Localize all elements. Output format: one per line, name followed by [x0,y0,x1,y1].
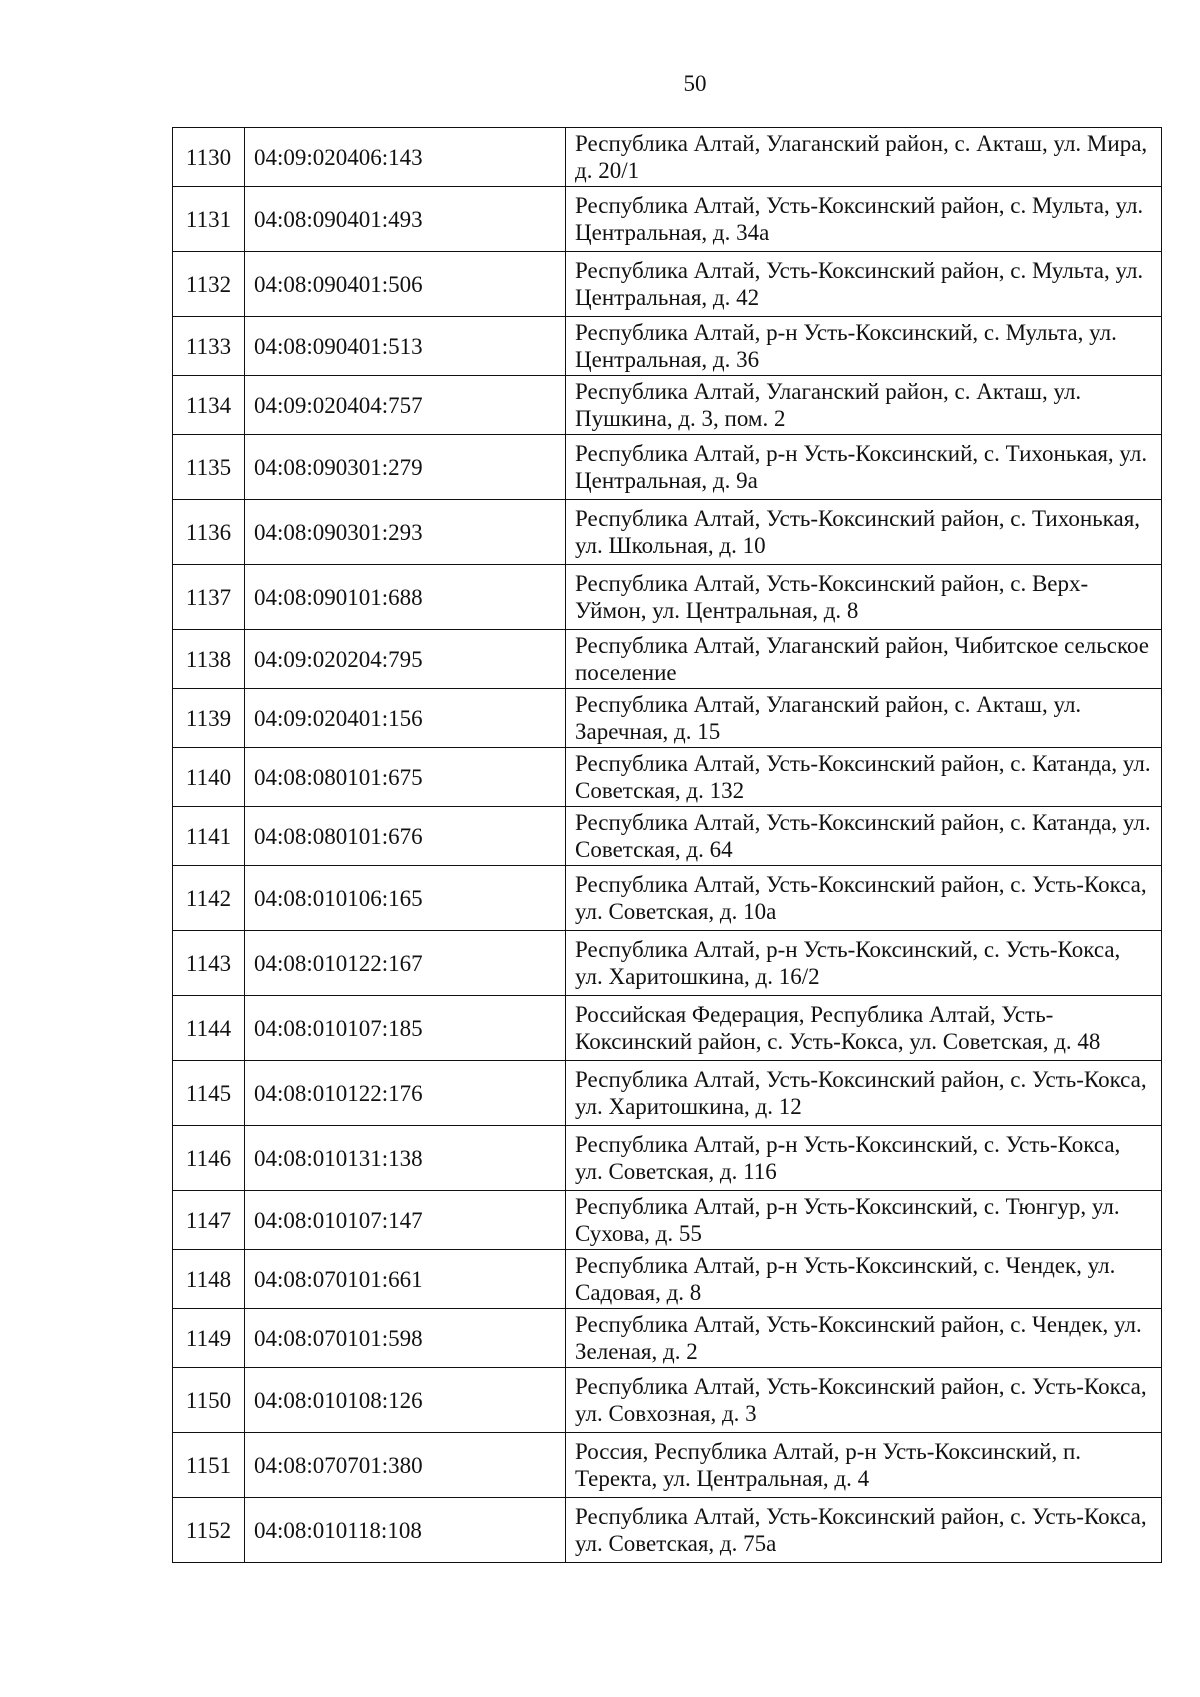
row-number-cell: 1146 [173,1126,245,1191]
row-number-cell: 1140 [173,748,245,807]
table-row [173,252,1162,317]
address-cell: Республика Алтай, Усть-Коксинский район, с. Усть-Кокса, ул. Советская, д. 75а [566,1498,1162,1563]
table-row [173,807,1162,866]
cadastral-number-cell: 04:08:070101:598 [245,1309,566,1368]
cadastral-number-cell: 04:08:080101:675 [245,748,566,807]
table-row [173,128,1162,187]
row-number-cell: 1150 [173,1368,245,1433]
address-cell: Республика Алтай, р-н Усть-Коксинский, с. Усть-Кокса, ул. Советская, д. 116 [566,1126,1162,1191]
address-cell: Республика Алтай, Усть-Коксинский район, с. Усть-Кокса, ул. Харитошкина, д. 12 [566,1061,1162,1126]
row-number-cell: 1134 [173,376,245,435]
address-cell: Российская Федерация, Республика Алтай, Усть-Коксинский район, с. Усть-Кокса, ул. Советская, д. 48 [566,996,1162,1061]
address-cell: Республика Алтай, р-н Усть-Коксинский, с. Усть-Кокса, ул. Харитошкина, д. 16/2 [566,931,1162,996]
cadastral-number-cell: 04:08:010122:167 [245,931,566,996]
cadastral-number-cell: 04:08:090401:513 [245,317,566,376]
row-number-cell: 1142 [173,866,245,931]
cadastral-number-cell: 04:08:090401:506 [245,252,566,317]
page-number: 50 [683,71,707,96]
table-row [173,866,1162,931]
row-number-cell: 1131 [173,187,245,252]
row-number-cell: 1149 [173,1309,245,1368]
row-number-cell: 1151 [173,1433,245,1498]
cadastral-number-cell: 04:08:070101:661 [245,1250,566,1309]
address-cell: Республика Алтай, Улаганский район, с. Акташ, ул. Мира, д. 20/1 [566,128,1162,187]
row-number-cell: 1147 [173,1191,245,1250]
row-number-cell: 1136 [173,500,245,565]
address-cell: Республика Алтай, Усть-Коксинский район, с. Мульта, ул. Центральная, д. 42 [566,252,1162,317]
address-cell: Республика Алтай, р-н Усть-Коксинский, с. Чендек, ул. Садовая, д. 8 [566,1250,1162,1309]
cadastral-number-cell: 04:08:010118:108 [245,1498,566,1563]
address-cell: Республика Алтай, Усть-Коксинский район, с. Мульта, ул. Центральная, д. 34а [566,187,1162,252]
cadastral-number-cell: 04:08:010107:147 [245,1191,566,1250]
row-number-cell: 1152 [173,1498,245,1563]
table-row [173,317,1162,376]
row-number-cell: 1148 [173,1250,245,1309]
cadastral-number-cell: 04:08:010108:126 [245,1368,566,1433]
row-number-cell: 1132 [173,252,245,317]
cadastral-number-cell: 04:08:090101:688 [245,565,566,630]
row-number-cell: 1141 [173,807,245,866]
row-number-cell: 1143 [173,931,245,996]
cadastral-number-cell: 04:09:020406:143 [245,128,566,187]
row-number-cell: 1144 [173,996,245,1061]
address-cell: Республика Алтай, Усть-Коксинский район, с. Катанда, ул. Советская, д. 132 [566,748,1162,807]
table-row [173,1309,1162,1368]
address-cell: Республика Алтай, Усть-Коксинский район, с. Тихонькая, ул. Школьная, д. 10 [566,500,1162,565]
cadastral-number-cell: 04:08:090301:279 [245,435,566,500]
table-row [173,187,1162,252]
address-cell: Республика Алтай, Усть-Коксинский район, с. Усть-Кокса, ул. Советская, д. 10а [566,866,1162,931]
cadastral-number-cell: 04:08:080101:676 [245,807,566,866]
row-number-cell: 1137 [173,565,245,630]
registry-table-body [173,128,1162,1563]
row-number-cell: 1139 [173,689,245,748]
table-row [173,376,1162,435]
table-row [173,435,1162,500]
cadastral-number-cell: 04:08:010122:176 [245,1061,566,1126]
address-cell: Республика Алтай, Усть-Коксинский район, с. Катанда, ул. Советская, д. 64 [566,807,1162,866]
row-number-cell: 1133 [173,317,245,376]
table-row [173,1061,1162,1126]
row-number-cell: 1145 [173,1061,245,1126]
table-row [173,500,1162,565]
table-row [173,1368,1162,1433]
table-row [173,748,1162,807]
cadastral-number-cell: 04:09:020401:156 [245,689,566,748]
table-row [173,1498,1162,1563]
cadastral-number-cell: 04:08:010106:165 [245,866,566,931]
table-row [173,565,1162,630]
table-row [173,630,1162,689]
address-cell: Республика Алтай, р-н Усть-Коксинский, с. Тюнгур, ул. Сухова, д. 55 [566,1191,1162,1250]
cadastral-number-cell: 04:08:090301:293 [245,500,566,565]
address-cell: Республика Алтай, р-н Усть-Коксинский, с. Мульта, ул. Центральная, д. 36 [566,317,1162,376]
address-cell: Республика Алтай, Усть-Коксинский район, с. Усть-Кокса, ул. Совхозная, д. 3 [566,1368,1162,1433]
cadastral-number-cell: 04:08:010131:138 [245,1126,566,1191]
row-number-cell: 1135 [173,435,245,500]
cadastral-number-cell: 04:08:090401:493 [245,187,566,252]
table-row [173,931,1162,996]
address-cell: Республика Алтай, Улаганский район, с. Акташ, ул. Пушкина, д. 3, пом. 2 [566,376,1162,435]
table-row [173,1191,1162,1250]
row-number-cell: 1138 [173,630,245,689]
cadastral-number-cell: 04:09:020404:757 [245,376,566,435]
address-cell: Россия, Республика Алтай, р-н Усть-Коксинский, п. Теректа, ул. Центральная, д. 4 [566,1433,1162,1498]
table-row [173,1126,1162,1191]
row-number-cell: 1130 [173,128,245,187]
cadastral-number-cell: 04:08:010107:185 [245,996,566,1061]
address-cell: Республика Алтай, р-н Усть-Коксинский, с. Тихонькая, ул. Центральная, д. 9а [566,435,1162,500]
table-row [173,689,1162,748]
table-row [173,1433,1162,1498]
table-row [173,996,1162,1061]
address-cell: Республика Алтай, Усть-Коксинский район, с. Верх-Уймон, ул. Центральная, д. 8 [566,565,1162,630]
address-cell: Республика Алтай, Улаганский район, с. Акташ, ул. Заречная, д. 15 [566,689,1162,748]
address-cell: Республика Алтай, Усть-Коксинский район, с. Чендек, ул. Зеленая, д. 2 [566,1309,1162,1368]
property-registry-table [172,127,1162,1563]
address-cell: Республика Алтай, Улаганский район, Чибитское сельское поселение [566,630,1162,689]
table-row [173,1250,1162,1309]
cadastral-number-cell: 04:08:070701:380 [245,1433,566,1498]
cadastral-number-cell: 04:09:020204:795 [245,630,566,689]
